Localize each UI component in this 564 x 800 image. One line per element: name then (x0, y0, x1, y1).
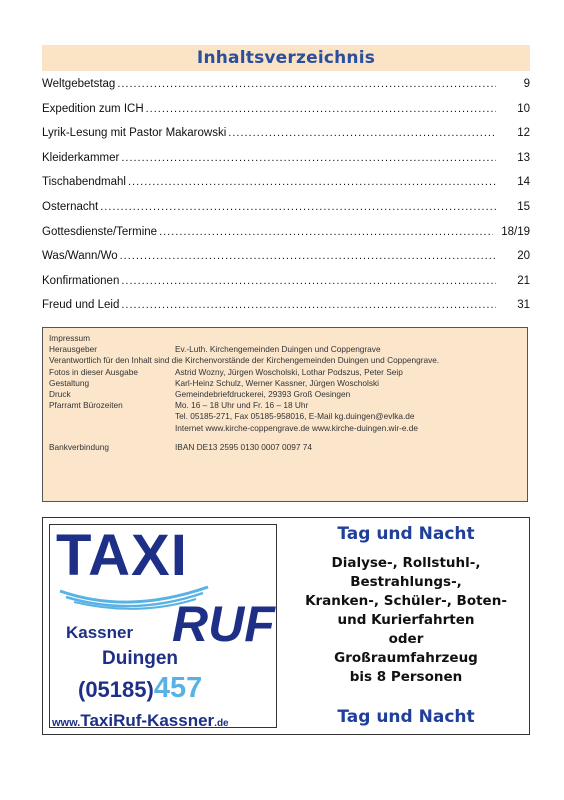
taxi-services-panel (283, 518, 529, 734)
toc-entry-label: Weltgebetstag (42, 78, 116, 90)
toc-entry[interactable] (42, 78, 530, 103)
taxi-logo-word: TAXI (56, 523, 188, 588)
toc-entry-label: Was/Wann/Wo (42, 250, 118, 263)
taxi-phone[interactable] (78, 672, 202, 705)
toc-leader-dots (228, 127, 496, 139)
toc-entry-label: Lyrik-Lesung mit Pastor Makarowski (42, 127, 227, 140)
impressum-value: Astrid Wozny, Jürgen Woscholski, Lothar Podszus, Peter Seip (175, 366, 403, 377)
toc-entry-label: Osternacht (42, 200, 99, 213)
toc-entry[interactable] (42, 201, 530, 226)
service-line: und Kurierfahrten (337, 612, 475, 628)
service-line: bis 8 Personen (349, 669, 463, 685)
toc-entry[interactable] (42, 152, 530, 177)
impressum-value: Gemeindebriefdruckerei, 29393 Groß Oesingen (175, 389, 351, 400)
impressum-value: Ev.-Luth. Kirchengemeinden Duingen und Coppengrave (175, 344, 381, 355)
taxi-phone-number: 457 (153, 672, 203, 704)
toc-title: Inhaltsverzeichnis (196, 48, 376, 68)
toc-entry-page: 14 (517, 176, 530, 189)
toc-header (42, 45, 530, 71)
toc-entry[interactable] (42, 226, 530, 251)
taxi-website-suffix: .de (214, 718, 229, 729)
toc-entry[interactable] (42, 299, 530, 324)
toc-entry-page: 9 (523, 78, 530, 90)
impressum-gap (49, 434, 521, 442)
taxi-website-prefix: www. (52, 717, 81, 729)
toc-entry-page: 15 (517, 200, 530, 213)
toc-leader-dots (128, 176, 496, 188)
toc-entry[interactable] (42, 275, 530, 300)
toc-entry-page: 13 (517, 151, 530, 164)
toc-entry-page: 31 (517, 299, 530, 312)
impressum-value: IBAN DE13 2595 0130 0007 0097 74 (175, 441, 313, 452)
toc-leader-dots (100, 201, 496, 213)
impressum-row-gestaltung (49, 378, 521, 389)
toc-entry[interactable] (42, 103, 530, 128)
impressum-label: Fotos in dieser Ausgabe (49, 366, 139, 377)
impressum-title: Impressum (49, 333, 91, 343)
taxi-logo-ruf: RUF (172, 596, 275, 652)
toc-entry-label: Freud und Leid (42, 299, 120, 312)
toc-entry[interactable] (42, 250, 530, 275)
toc-entry-page: 10 (517, 102, 530, 115)
impressum-row-bank (49, 442, 521, 453)
taxi-advertisement (42, 517, 530, 735)
taxi-website-link[interactable] (52, 711, 229, 731)
toc-entry-page: 21 (517, 274, 530, 287)
toc-entry-page: 12 (517, 127, 530, 140)
impressum-value: Mo. 16 – 18 Uhr und Fr. 16 – 18 Uhr (175, 400, 309, 411)
taxi-logo-panel (49, 524, 277, 728)
tagline-top: Tag und Nacht (337, 524, 475, 544)
impressum-label: Bankverbindung (49, 441, 109, 452)
impressum-row-pfarramt (49, 400, 521, 411)
toc-entry-page: 18/19 (501, 225, 530, 238)
impressum-verantwortlich: Verantwortlich für den Inhalt sind die Kirchenvorstände der Kirchengemeinden Duingen und Coppengrave. (49, 355, 440, 366)
toc-entry[interactable] (42, 176, 530, 201)
impressum-row-druck (49, 389, 521, 400)
impressum-label: Druck (49, 389, 71, 400)
toc-leader-dots (146, 103, 496, 115)
impressum-websites[interactable]: Internet www.kirche-coppengrave.de www.kirche-duingen.wir-e.de (175, 422, 419, 433)
toc-entry[interactable] (42, 127, 530, 152)
service-line: Kranken-, Schüler-, Boten- (305, 593, 507, 609)
impressum-row-herausgeber (49, 344, 521, 355)
toc-entry-label: Tischabendmahl (42, 176, 126, 189)
taxi-phone-prefix: (05185) (78, 677, 154, 702)
toc-leader-dots (121, 275, 496, 287)
toc-leader-dots (120, 250, 496, 262)
tagline-bottom: Tag und Nacht (337, 707, 475, 727)
taxi-logo-duingen: Duingen (102, 648, 178, 669)
impressum-spacer (49, 423, 175, 434)
taxi-logo-kassner: Kassner (66, 623, 134, 642)
service-line: Großraumfahrzeug (334, 650, 478, 666)
toc-entry-page: 20 (517, 250, 530, 263)
impressum-box (42, 327, 528, 502)
service-line: Dialyse-, Rollstuhl-, (331, 555, 481, 571)
impressum-label: Herausgeber (49, 344, 97, 355)
impressum-label: Gestaltung (49, 377, 90, 388)
toc-list (42, 78, 530, 324)
impressum-spacer (49, 411, 175, 422)
impressum-row-contact (49, 411, 521, 422)
taxi-website-main: TaxiRuf-Kassner (80, 711, 215, 730)
toc-leader-dots (121, 299, 496, 311)
toc-entry-label: Gottesdienste/Termine (42, 225, 158, 238)
impressum-row-fotos (49, 367, 521, 378)
impressum-label: Pfarramt Bürozeiten (49, 400, 123, 411)
service-line: Bestrahlungs-, (350, 574, 462, 590)
service-line: oder (388, 631, 424, 647)
impressum-contact[interactable]: Tel. 05185-271, Fax 05185-958016, E-Mail kg.duingen@evlka.de (175, 411, 415, 422)
toc-entry-label: Kleiderkammer (42, 151, 120, 164)
toc-leader-dots (159, 226, 493, 238)
impressum-row-internet (49, 423, 521, 434)
toc-leader-dots (117, 78, 496, 90)
toc-entry-label: Expedition zum ICH (42, 102, 144, 115)
toc-leader-dots (121, 152, 496, 164)
impressum-value: Karl-Heinz Schulz, Werner Kassner, Jürgen Woscholski (175, 377, 379, 388)
services-list (283, 554, 529, 687)
toc-entry-label: Konfirmationen (42, 274, 120, 287)
